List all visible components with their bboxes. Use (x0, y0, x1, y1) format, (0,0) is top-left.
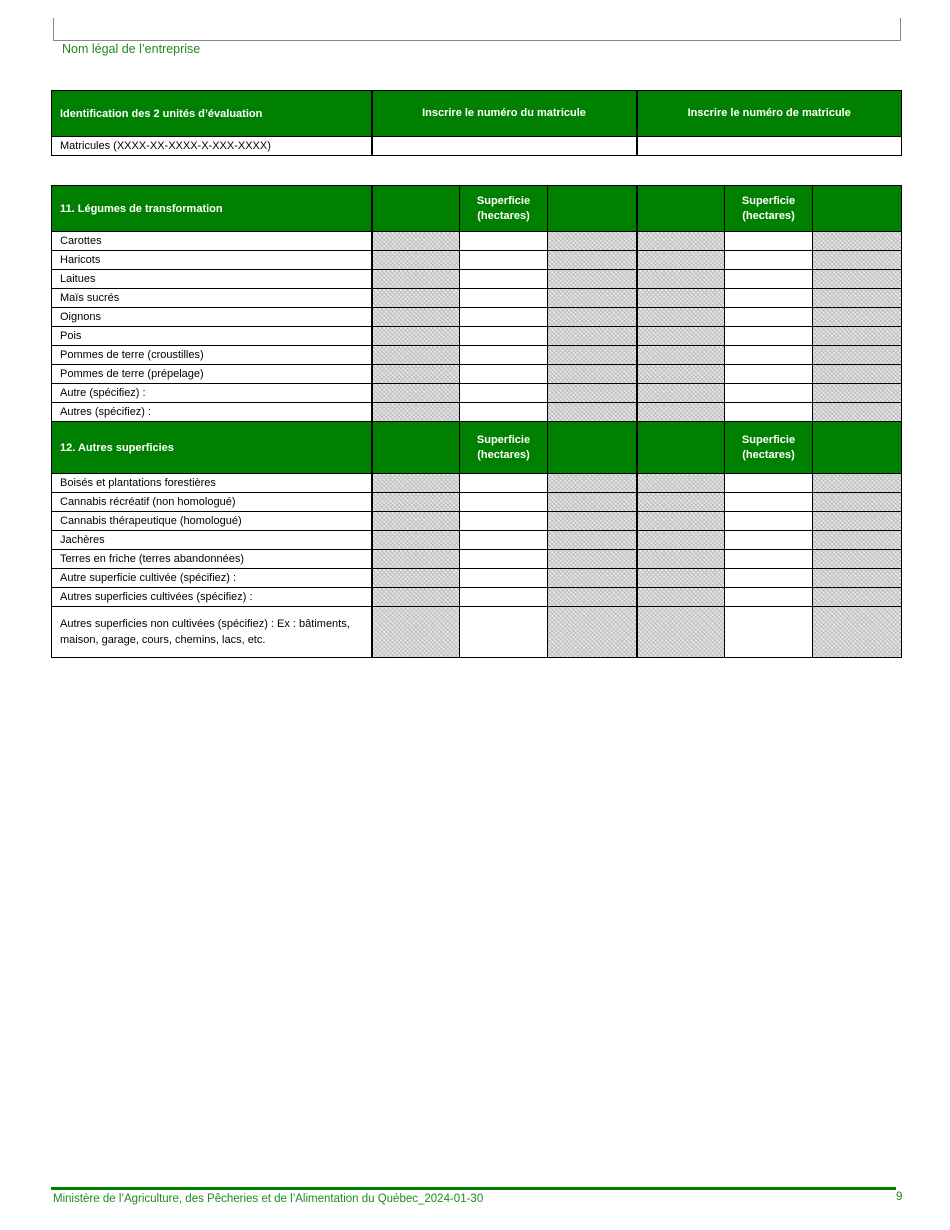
matricules-label: Matricules (XXXX-XX-XXXX-X-XXX-XXXX) (52, 137, 372, 156)
shaded-cell (813, 588, 902, 607)
section-12-row-label: Boisés et plantations forestières (52, 474, 372, 493)
shaded-cell (372, 403, 460, 422)
table-row (52, 512, 902, 531)
footer-rule (51, 1187, 896, 1190)
shaded-cell (813, 232, 902, 251)
superficie-input[interactable] (725, 531, 813, 550)
shaded-cell (548, 270, 637, 289)
shaded-cell (813, 531, 902, 550)
table-row (52, 384, 902, 403)
superficie-input[interactable] (460, 569, 548, 588)
section-11-row-label: Pois (52, 327, 372, 346)
table-row (52, 588, 902, 607)
section-11-row-label: Laitues (52, 270, 372, 289)
superficie-input[interactable] (460, 384, 548, 403)
section-11-row-label: Carottes (52, 232, 372, 251)
superficie-input[interactable] (460, 474, 548, 493)
section-12-blank-header (813, 422, 902, 474)
superficie-input[interactable] (460, 512, 548, 531)
section-12-row-label: Jachères (52, 531, 372, 550)
shaded-cell (372, 270, 460, 289)
shaded-cell (548, 251, 637, 270)
section-11-title: 11. Légumes de transformation (52, 186, 372, 232)
matricule-header-2: Inscrire le numéro de matricule (637, 91, 902, 137)
superficie-input[interactable] (725, 270, 813, 289)
section-11-row-label: Autre (spécifiez) : (52, 384, 372, 403)
shaded-cell (637, 493, 725, 512)
section-12-title: 12. Autres superficies (52, 422, 372, 474)
section-11-row-label: Pommes de terre (croustilles) (52, 346, 372, 365)
matricule-input-1[interactable] (372, 137, 637, 156)
shaded-cell (637, 474, 725, 493)
shaded-cell (372, 569, 460, 588)
shaded-cell (813, 308, 902, 327)
shaded-cell (813, 569, 902, 588)
shaded-cell (372, 365, 460, 384)
superficie-input[interactable] (725, 251, 813, 270)
shaded-cell (637, 232, 725, 251)
table-row (52, 403, 902, 422)
table-row (52, 270, 902, 289)
shaded-cell (548, 365, 637, 384)
company-name-field[interactable] (53, 18, 901, 41)
section-12-row-label: Terres en friche (terres abandonnées) (52, 550, 372, 569)
table-row (52, 550, 902, 569)
section-12-row-label: Cannabis récréatif (non homologué) (52, 493, 372, 512)
shaded-cell (637, 251, 725, 270)
shaded-cell (372, 550, 460, 569)
shaded-cell (372, 588, 460, 607)
section-11-superficie-header-1: Superficie (hectares) (460, 186, 548, 232)
superficie-input[interactable] (460, 308, 548, 327)
shaded-cell (813, 607, 902, 658)
shaded-cell (372, 531, 460, 550)
shaded-cell (637, 346, 725, 365)
shaded-cell (548, 588, 637, 607)
section-11-row-label: Autres (spécifiez) : (52, 403, 372, 422)
table-row (52, 289, 902, 308)
table-row (52, 474, 902, 493)
table-row (52, 251, 902, 270)
superficie-input[interactable] (725, 289, 813, 308)
shaded-cell (637, 308, 725, 327)
shaded-cell (548, 550, 637, 569)
table-row (52, 569, 902, 588)
shaded-cell (813, 270, 902, 289)
section-12 (52, 422, 902, 658)
superficie-input[interactable] (460, 232, 548, 251)
superficie-input[interactable] (460, 493, 548, 512)
section-12-blank-header (372, 422, 460, 474)
shaded-cell (548, 531, 637, 550)
superficie-input[interactable] (460, 403, 548, 422)
shaded-cell (637, 365, 725, 384)
section-11-row-label: Maïs sucrés (52, 289, 372, 308)
superficie-input[interactable] (725, 365, 813, 384)
shaded-cell (548, 607, 637, 658)
table-row (52, 365, 902, 384)
superficie-input[interactable] (460, 270, 548, 289)
section-11 (52, 186, 902, 422)
shaded-cell (372, 289, 460, 308)
shaded-cell (548, 289, 637, 308)
superficie-input[interactable] (460, 251, 548, 270)
superficie-input[interactable] (725, 512, 813, 531)
section-12-row-label: Autres superficies cultivées (spécifiez) : (52, 588, 372, 607)
shaded-cell (372, 512, 460, 531)
matricule-header-1: Inscrire le numéro du matricule (372, 91, 637, 137)
table-row (52, 607, 902, 658)
shaded-cell (372, 493, 460, 512)
shaded-cell (372, 384, 460, 403)
shaded-cell (548, 512, 637, 531)
shaded-cell (548, 384, 637, 403)
footer-text: Ministère de l’Agriculture, des Pêcheries et de l’Alimentation du Québec_2024-01-30 (53, 1193, 484, 1205)
section-11-row-label: Oignons (52, 308, 372, 327)
shaded-cell (637, 550, 725, 569)
section-11-blank-header (637, 186, 725, 232)
shaded-cell (548, 474, 637, 493)
shaded-cell (637, 588, 725, 607)
shaded-cell (813, 550, 902, 569)
superficie-input[interactable] (725, 232, 813, 251)
shaded-cell (372, 251, 460, 270)
section-11-blank-header (372, 186, 460, 232)
shaded-cell (813, 512, 902, 531)
shaded-cell (637, 531, 725, 550)
superficie-input[interactable] (725, 384, 813, 403)
shaded-cell (548, 346, 637, 365)
shaded-cell (548, 327, 637, 346)
superficie-input[interactable] (725, 308, 813, 327)
superficie-input[interactable] (460, 289, 548, 308)
matricule-input-2[interactable] (637, 137, 902, 156)
shaded-cell (813, 289, 902, 308)
shaded-cell (637, 403, 725, 422)
superficie-input[interactable] (725, 607, 813, 658)
shaded-cell (372, 474, 460, 493)
superficie-input[interactable] (460, 327, 548, 346)
section-12-row-label: Autres superficies non cultivées (spécifiez) : Ex : bâtiments, maison, garage, cours, chemins, lacs, etc. (52, 607, 372, 658)
superficie-input[interactable] (460, 346, 548, 365)
table-row (52, 327, 902, 346)
section-11-blank-header (813, 186, 902, 232)
table-row (52, 232, 902, 251)
shaded-cell (372, 308, 460, 327)
shaded-cell (813, 403, 902, 422)
superficie-input[interactable] (725, 346, 813, 365)
section-12-superficie-header-1: Superficie (hectares) (460, 422, 548, 474)
shaded-cell (637, 569, 725, 588)
superficie-input[interactable] (725, 327, 813, 346)
page-number: 9 (896, 1191, 903, 1203)
section-12-row-label: Autre superficie cultivée (spécifiez) : (52, 569, 372, 588)
shaded-cell (548, 232, 637, 251)
section-12-superficie-header-2: Superficie (hectares) (725, 422, 813, 474)
superficie-input[interactable] (460, 365, 548, 384)
shaded-cell (637, 327, 725, 346)
shaded-cell (372, 346, 460, 365)
superficie-input[interactable] (460, 531, 548, 550)
superficie-input[interactable] (725, 493, 813, 512)
superficie-input[interactable] (460, 588, 548, 607)
identification-table (51, 90, 902, 156)
superficie-input[interactable] (725, 474, 813, 493)
section-12-row-label: Cannabis thérapeutique (homologué) (52, 512, 372, 531)
shaded-cell (813, 384, 902, 403)
section-11-blank-header (548, 186, 637, 232)
table-row (52, 308, 902, 327)
table-row (52, 531, 902, 550)
superficie-input[interactable] (725, 550, 813, 569)
superficie-input[interactable] (725, 403, 813, 422)
shaded-cell (637, 289, 725, 308)
shaded-cell (548, 403, 637, 422)
shaded-cell (813, 346, 902, 365)
shaded-cell (813, 251, 902, 270)
shaded-cell (813, 493, 902, 512)
identification-title: Identification des 2 unités d’évaluation (52, 91, 372, 137)
superficie-input[interactable] (460, 607, 548, 658)
shaded-cell (813, 474, 902, 493)
superficie-input[interactable] (725, 569, 813, 588)
table-row (52, 346, 902, 365)
section-11-row-label: Pommes de terre (prépelage) (52, 365, 372, 384)
superficie-input[interactable] (725, 588, 813, 607)
superficie-input[interactable] (460, 550, 548, 569)
section-12-blank-header (637, 422, 725, 474)
shaded-cell (548, 493, 637, 512)
shaded-cell (813, 365, 902, 384)
section-12-blank-header (548, 422, 637, 474)
section-11-superficie-header-2: Superficie (hectares) (725, 186, 813, 232)
shaded-cell (372, 232, 460, 251)
shaded-cell (637, 607, 725, 658)
table-row (52, 493, 902, 512)
shaded-cell (548, 569, 637, 588)
shaded-cell (637, 512, 725, 531)
shaded-cell (637, 270, 725, 289)
company-name-label: Nom légal de l’entreprise (62, 42, 201, 56)
shaded-cell (548, 308, 637, 327)
section-11-row-label: Haricots (52, 251, 372, 270)
shaded-cell (372, 327, 460, 346)
crops-table (51, 185, 902, 658)
shaded-cell (637, 384, 725, 403)
shaded-cell (813, 327, 902, 346)
shaded-cell (372, 607, 460, 658)
